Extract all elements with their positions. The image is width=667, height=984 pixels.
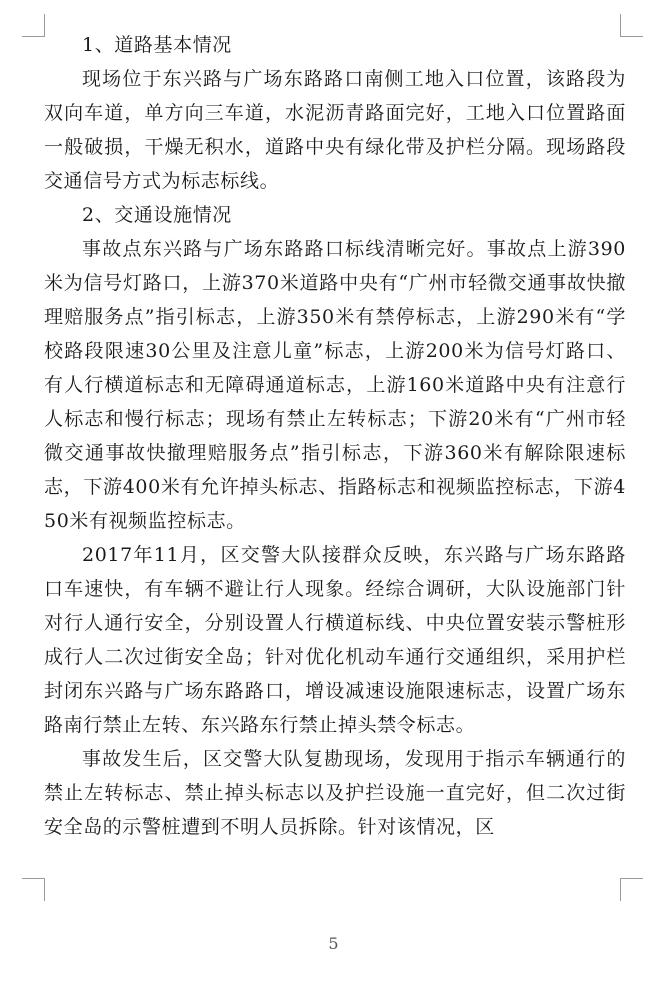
crop-mark-top-left bbox=[22, 14, 45, 37]
document-body bbox=[44, 28, 626, 844]
crop-mark-bottom-right bbox=[620, 878, 643, 901]
paragraph-road-conditions: 现场位于东兴路与广场东路路口南侧工地入口位置，该路段为双向车道，单方向三车道，水泥沥青路面完好，工地入口位置路面一般破损，干燥无积水，道路中央有绿化带及护栏分隔。现场路段交通信号方式为标志标线。 bbox=[44, 68, 626, 192]
paragraph-2017-measures: 2017年11月，区交警大队接群众反映，东兴路与广场东路路口车速快，有车辆不避让行人现象。经综合调研，大队设施部门针对行人通行安全，分别设置人行横道标线、中央位置安装示警桩形成行人二次过街安全岛；针对优化机动车通行交通组织，采用护栏封闭东兴路与广场东路路口，增设减速设施限速标志，设置广场东路南行禁止左转、东兴路东行禁止掉头禁令标志。 bbox=[44, 544, 626, 736]
section-heading-road-conditions: 1、道路基本情况 bbox=[82, 34, 232, 56]
section-heading-traffic-facilities: 2、交通设施情况 bbox=[82, 204, 232, 226]
paragraph-traffic-facilities: 事故点东兴路与广场东路路口标线清晰完好。事故点上游390米为信号灯路口，上游370米道路中央有“广州市轻微交通事故快撤理赔服务点”指引标志，上游350米有禁停标志，上游290米有“学校路段限速30公里及注意儿童”标志，上游200米为信号灯路口、有人行横道标志和无障碍通道标志，上游160米道路中央有注意行人标志和慢行标志；现场有禁止左转标志；下游20米有“广州市轻微交通事故快撤理赔服务点”指引标志，下游360米有解除限速标志，下游400米有允许掉头标志、指路标志和视频监控标志，下游450米有视频监控标志。 bbox=[44, 238, 626, 532]
crop-mark-bottom-left bbox=[22, 878, 45, 901]
page-number: 5 bbox=[328, 934, 339, 953]
paragraph-after-accident: 事故发生后，区交警大队复勘现场，发现用于指示车辆通行的禁止左转标志、禁止掉头标志以及护拦设施一直完好，但二次过街安全岛的示警桩遭到不明人员拆除。针对该情况，区 bbox=[44, 748, 626, 838]
